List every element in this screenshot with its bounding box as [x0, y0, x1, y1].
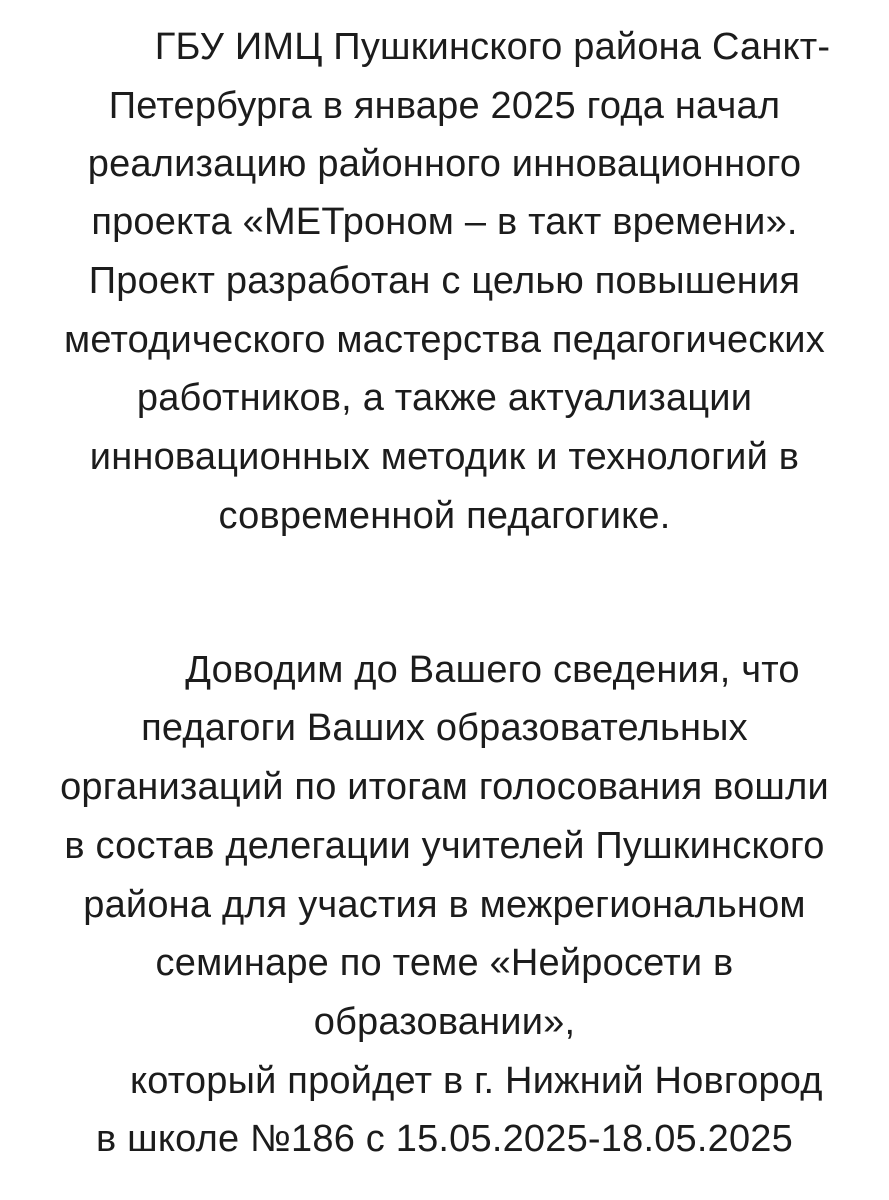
- paragraph1-line-7: работников, а также актуализации: [136, 377, 753, 419]
- paragraph2-line-4: в состав делегации учителей Пушкинского: [64, 825, 825, 867]
- paragraph2-line-9: в школе №186 с 15.05.2025-18.05.2025: [96, 1118, 793, 1160]
- paragraph1-line-4: проекта «МЕТроном – в такт времени».: [91, 201, 798, 243]
- paragraph2-line-1: Доводим до Вашего сведения, что: [185, 649, 800, 691]
- paragraph1-line-2: Петербурга в январе 2025 года начал: [108, 85, 781, 127]
- paragraph1-line-1: ГБУ ИМЦ Пушкинского района Санкт-: [154, 26, 831, 68]
- paragraph1-line-8: инновационных методик и технологий в: [89, 436, 800, 478]
- paragraph2-line-3: организаций по итогам голосования вошли: [60, 766, 829, 808]
- paragraph2-line-6: семинаре по теме «Нейросети в: [155, 942, 734, 984]
- paragraph2-line-7: образовании»,: [313, 1001, 576, 1043]
- paragraph2-line-8: который пройдет в г. Нижний Новгород: [130, 1060, 823, 1102]
- paragraph1-line-5: Проект разработан с целью повышения: [88, 260, 801, 302]
- paragraph1-line-6: методического мастерства педагогических: [64, 319, 825, 361]
- paragraph1-line-9: современной педагогике.: [218, 495, 671, 537]
- paragraph1-line-3: реализацию районного инновационного: [87, 143, 802, 185]
- paragraph2-line-2: педагоги Ваших образовательных: [141, 707, 748, 749]
- paragraph2-line-5: района для участия в межрегиональном: [83, 884, 806, 926]
